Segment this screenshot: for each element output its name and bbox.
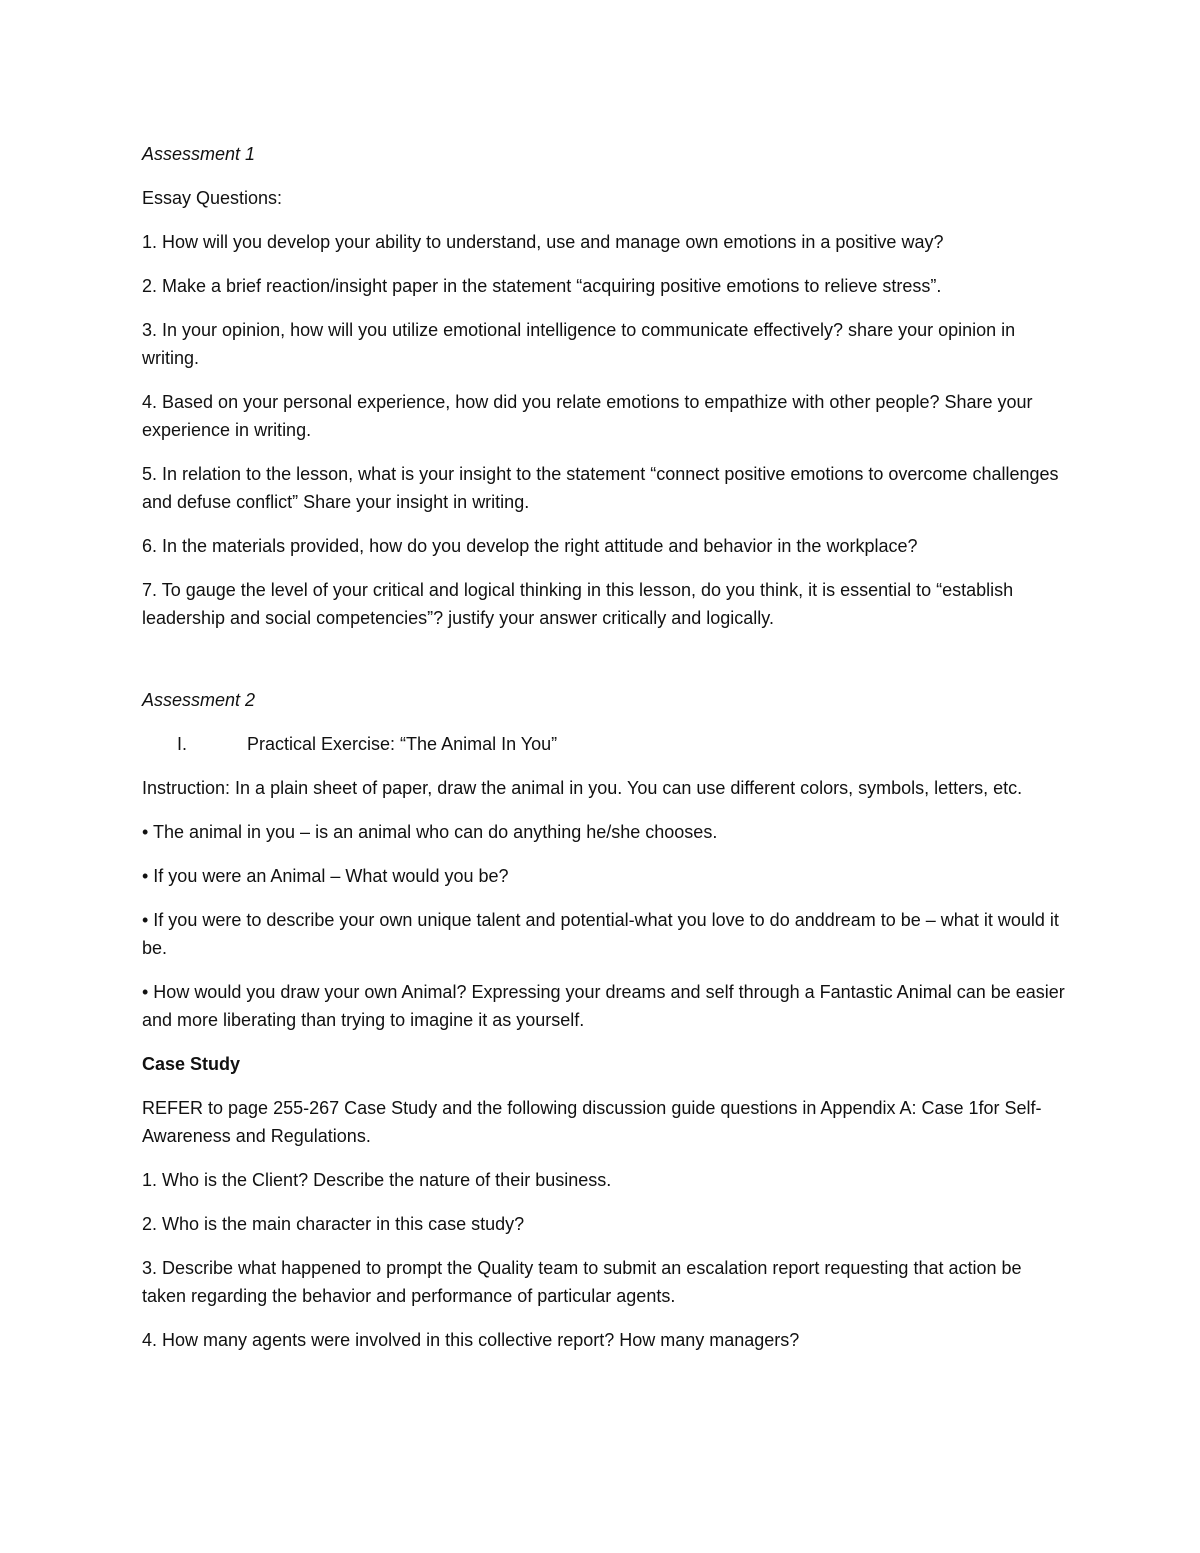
essay-questions-heading: Essay Questions: <box>142 188 283 208</box>
question-number: 2. <box>142 1214 158 1234</box>
essay-question-1 <box>142 228 1067 256</box>
case-study-heading: Case Study <box>142 1054 241 1074</box>
bullet-item: • If you were to describe your own unique talent and potential-what you love to do anddream to be – what it would it be. <box>142 910 1059 958</box>
essay-question-5 <box>142 460 1067 516</box>
question-number: 2. <box>142 276 158 296</box>
bullet-item: • The animal in you – is an animal who can do anything he/she chooses. <box>142 822 718 842</box>
assessment-2-heading: Assessment 2 <box>142 690 256 710</box>
question-number: 4. <box>142 1330 158 1350</box>
question-text: In your opinion, how will you utilize emotional intelligence to communicate effectively? share your opinion in writing. <box>142 320 1016 368</box>
case-question-3 <box>142 1254 1067 1310</box>
essay-question-6 <box>142 532 1067 560</box>
instruction-text: Instruction: In a plain sheet of paper, draw the animal in you. You can use different colors, symbols, letters, etc. <box>142 778 1023 798</box>
essay-question-4 <box>142 388 1067 444</box>
question-text: Based on your personal experience, how did you relate emotions to empathize with other people? Share your experience in writing. <box>142 392 1033 440</box>
question-number: 3. <box>142 320 158 340</box>
roman-numeral: I. <box>177 734 188 754</box>
case-question-2 <box>142 1210 1067 1238</box>
case-question-4 <box>142 1326 1067 1354</box>
question-text: Make a brief reaction/insight paper in the statement “acquiring positive emotions to relieve stress”. <box>157 276 942 296</box>
question-number: 4. <box>142 392 158 412</box>
bullet-item: • If you were an Animal – What would you be? <box>142 866 509 886</box>
question-text: How many agents were involved in this collective report? How many managers? <box>157 1330 800 1350</box>
question-number: 3. <box>142 1258 158 1278</box>
question-number: 1. <box>142 232 158 252</box>
essay-question-2 <box>142 272 1067 300</box>
question-text: In relation to the lesson, what is your insight to the statement “connect positive emotions to overcome challenges and defuse conflict” Share your insight in writing. <box>142 464 1059 512</box>
essay-question-3 <box>142 316 1067 372</box>
question-text: Who is the main character in this case study? <box>157 1214 525 1234</box>
question-number: 6. <box>142 536 158 556</box>
question-number: 5. <box>142 464 158 484</box>
essay-question-7 <box>142 576 1067 632</box>
question-number: 7. <box>142 580 158 600</box>
question-text: How will you develop your ability to understand, use and manage own emotions in a positive way? <box>157 232 944 252</box>
question-text: In the materials provided, how do you develop the right attitude and behavior in the workplace? <box>157 536 918 556</box>
question-text: Who is the Client? Describe the nature of their business. <box>157 1170 612 1190</box>
practical-exercise-item <box>142 730 1067 758</box>
case-study-intro: REFER to page 255-267 Case Study and the following discussion guide questions in Appendix A: Case 1for Self-Awareness and Regulations. <box>142 1098 1042 1146</box>
question-text: To gauge the level of your critical and logical thinking in this lesson, do you think, it is essential to “establish leadership and social competencies”? justify your answer critically and logically. <box>142 580 1014 628</box>
question-number: 1. <box>142 1170 158 1190</box>
case-question-1 <box>142 1166 1067 1194</box>
assessment-1-heading: Assessment 1 <box>142 144 256 164</box>
question-text: Describe what happened to prompt the Quality team to submit an escalation report requesting that action be taken regarding the behavior and performance of particular agents. <box>142 1258 1022 1306</box>
document-page <box>142 140 1067 1370</box>
practical-exercise-title: Practical Exercise: “The Animal In You” <box>247 734 558 754</box>
bullet-item: • How would you draw your own Animal? Expressing your dreams and self through a Fantastic Animal can be easier and more liberating than trying to imagine it as yourself. <box>142 982 1065 1030</box>
